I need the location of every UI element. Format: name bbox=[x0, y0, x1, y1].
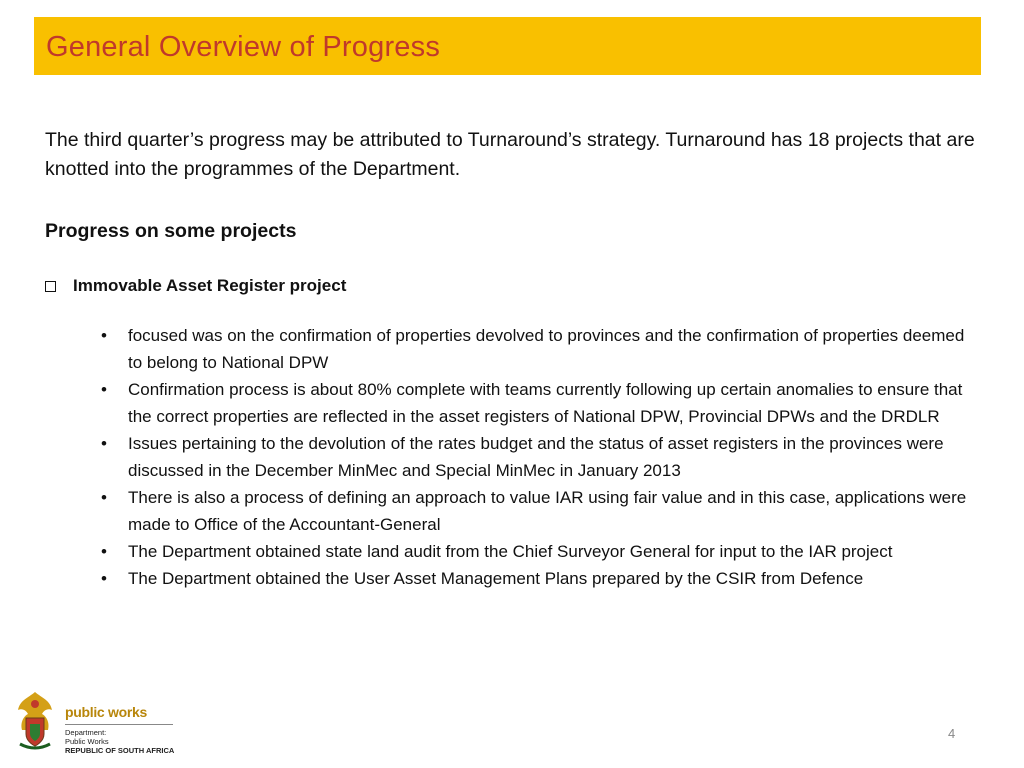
department-logo bbox=[6, 684, 176, 760]
intro-paragraph: The third quarter’s progress may be attributed to Turnaround’s strategy. Turnaround has 18 projects that are knotted into the programmes of the Department. bbox=[45, 129, 975, 180]
logo-wordmark: public works bbox=[65, 704, 147, 720]
square-checkbox-icon bbox=[45, 281, 56, 292]
bullet-icon: • bbox=[101, 326, 107, 345]
bullet-icon: • bbox=[101, 542, 107, 561]
bullet-item bbox=[101, 565, 978, 592]
page-number: 4 bbox=[948, 726, 956, 741]
logo-divider bbox=[65, 724, 173, 725]
bullet-text: Confirmation process is about 80% complete with teams currently following up certain anomalies to ensure that the correct properties are reflected in the asset registers of National DPW, Provincial DPWs and the DRDLR bbox=[128, 380, 963, 426]
bullet-item bbox=[101, 430, 978, 484]
bullet-text: There is also a process of defining an approach to value IAR using fair value and in this case, applications were made to Office of the Accountant-General bbox=[128, 488, 967, 534]
bullet-text: The Department obtained the User Asset Management Plans prepared by the CSIR from Defence bbox=[128, 569, 864, 588]
bullet-text: The Department obtained state land audit from the Chief Surveyor General for input to the IAR project bbox=[128, 542, 893, 561]
bullet-text: focused was on the confirmation of properties devolved to provinces and the confirmation of properties deemed to belong to National DPW bbox=[128, 326, 965, 372]
logo-line-3: REPUBLIC OF SOUTH AFRICA bbox=[65, 746, 175, 755]
project-subheading bbox=[45, 276, 975, 296]
bullet-item bbox=[101, 538, 978, 565]
bullet-text: Issues pertaining to the devolution of the rates budget and the status of asset registers in the provinces were discussed in the December MinMec and Special MinMec in January 2013 bbox=[128, 434, 944, 480]
bullet-item bbox=[101, 376, 978, 430]
title-bar bbox=[34, 17, 981, 75]
bullet-icon: • bbox=[101, 380, 107, 399]
bullet-icon: • bbox=[101, 434, 107, 453]
project-subheading-label: Immovable Asset Register project bbox=[73, 276, 347, 295]
slide-title: General Overview of Progress bbox=[46, 31, 441, 63]
coat-of-arms-icon bbox=[12, 688, 58, 754]
slide-content bbox=[45, 126, 975, 592]
bullet-item bbox=[101, 484, 978, 538]
logo-line-2: Public Works bbox=[65, 737, 109, 746]
section-heading: Progress on some projects bbox=[45, 220, 297, 242]
bullet-item bbox=[101, 322, 978, 376]
bullet-icon: • bbox=[101, 488, 107, 507]
bullet-list bbox=[45, 322, 978, 592]
bullet-icon: • bbox=[101, 569, 107, 588]
logo-line-1: Department: bbox=[65, 728, 107, 737]
